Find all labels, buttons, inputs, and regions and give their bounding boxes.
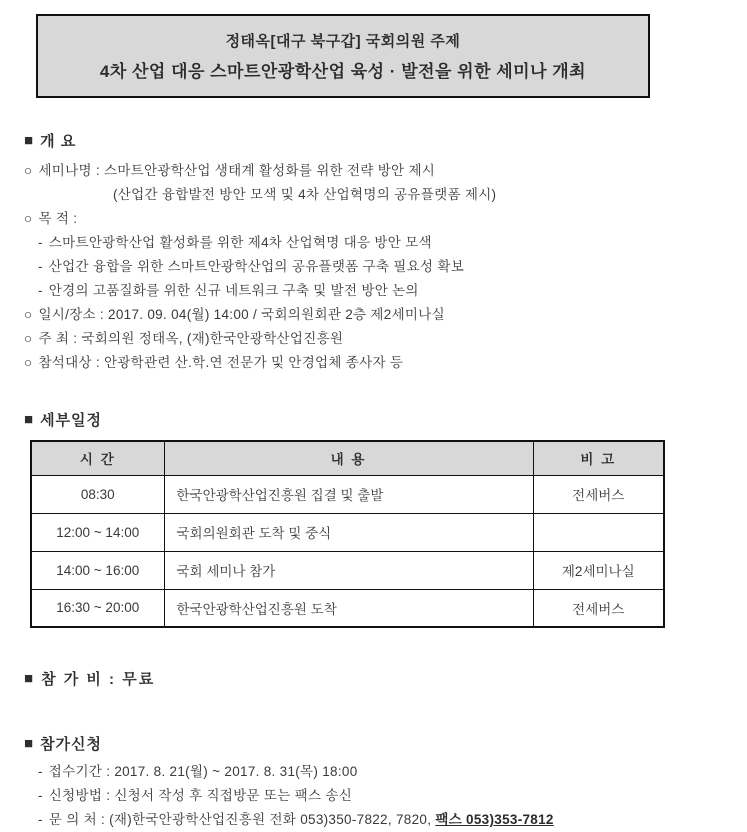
square-bullet-icon: ■ [24,411,35,428]
schedule-heading [24,409,723,430]
dash-bullet-icon: - [38,283,43,298]
cell-note: 전세버스 [533,589,664,627]
square-bullet-icon: ■ [24,670,36,687]
list-item [38,760,723,784]
registration-contact: 문 의 처 : (재)한국안광학산업진흥원 전화 053)350-7822, 7820, [48,812,432,827]
cell-time: 14:00 ~ 16:00 [31,551,164,589]
table-header-row [31,441,664,475]
cell-time: 12:00 ~ 14:00 [31,513,164,551]
registration-method: 신청방법 : 신청서 작성 후 직접방문 또는 팩스 송신 [48,788,353,803]
overview-heading-label: 개 요 [40,133,77,150]
header-time: 시 간 [31,441,164,475]
list-item [24,231,723,255]
list-item [24,255,723,279]
square-bullet-icon: ■ [24,132,35,149]
overview-seminar-name-cont: (산업간 융합발전 방안 모색 및 4차 산업혁명의 공유플랫폼 제시) [113,187,497,202]
circle-bullet-icon: ○ [24,211,33,226]
document-page [0,14,747,827]
overview-heading [24,130,723,151]
dash-bullet-icon: - [38,764,43,779]
circle-bullet-icon: ○ [24,331,33,346]
cell-time: 08:30 [31,475,164,513]
table-row [31,475,664,513]
cell-note [533,513,664,551]
document-body [0,130,747,832]
circle-bullet-icon: ○ [24,307,33,322]
registration-heading [24,733,723,754]
cell-note: 제2세미나실 [533,551,664,589]
dash-bullet-icon: - [38,788,43,803]
title-line-2: 4차 산업 대응 스마트안광학산업 육성 · 발전을 위한 세미나 개최 [99,62,587,81]
list-item [24,303,723,327]
table-row [31,589,664,627]
cell-content: 한국안광학산업진흥원 도착 [164,589,533,627]
overview-purpose-1: 스마트안광학산업 활성화를 위한 제4차 산업혁명 대응 방안 모색 [48,235,432,250]
list-item [24,327,723,351]
circle-bullet-icon: ○ [24,355,33,370]
overview-host: 주 최 : 국회의원 정태옥, (재)한국안광학산업진흥원 [38,331,344,346]
list-item [38,808,723,832]
overview-list [24,159,723,375]
dash-bullet-icon: - [38,812,43,827]
registration-heading-label: 참가신청 [40,736,103,753]
overview-datetime-place: 일시/장소 : 2017. 09. 04(월) 14:00 / 국회의원회관 2층 제2세미나실 [38,307,445,322]
title-line-1: 정태옥[대구 북구갑] 국회의원 주제 [225,33,461,50]
circle-bullet-icon: ○ [24,163,33,178]
cell-content: 한국안광학산업진흥원 집결 및 출발 [164,475,533,513]
list-item [24,183,723,207]
dash-bullet-icon: - [38,235,43,250]
overview-purpose-label: 목 적 : [38,211,78,226]
title-box [36,14,650,98]
fee-heading-label: 참 가 비 : 무료 [41,671,156,688]
list-item [24,159,723,183]
table-row [31,551,664,589]
cell-note: 전세버스 [533,475,664,513]
schedule-table [30,440,665,628]
header-note: 비 고 [533,441,664,475]
cell-content: 국회의원회관 도착 및 중식 [164,513,533,551]
dash-bullet-icon: - [38,259,43,274]
overview-attendees: 참석대상 : 안광학관련 산.학.연 전문가 및 안경업체 종사자 등 [38,355,404,370]
list-item [24,207,723,231]
overview-purpose-2: 산업간 융합을 위한 스마트안광학산업의 공유플랫폼 구축 필요성 확보 [48,259,465,274]
header-content: 내 용 [164,441,533,475]
registration-list [24,760,723,832]
registration-contact-fax: 팩스 053)353-7812 [435,812,554,827]
schedule-heading-label: 세부일정 [40,412,103,429]
list-item [24,351,723,375]
list-item [24,279,723,303]
fee-heading [24,668,723,689]
registration-period: 접수기간 : 2017. 8. 21(월) ~ 2017. 8. 31(목) 18:00 [48,764,358,779]
square-bullet-icon: ■ [24,735,35,752]
table-row [31,513,664,551]
overview-purpose-3: 안경의 고품질화를 위한 신규 네트워크 구축 및 발전 방안 논의 [48,283,419,298]
cell-time: 16:30 ~ 20:00 [31,589,164,627]
list-item [38,784,723,808]
overview-seminar-name: 세미나명 : 스마트안광학산업 생태계 활성화를 위한 전략 방안 제시 [38,163,436,178]
cell-content: 국회 세미나 참가 [164,551,533,589]
